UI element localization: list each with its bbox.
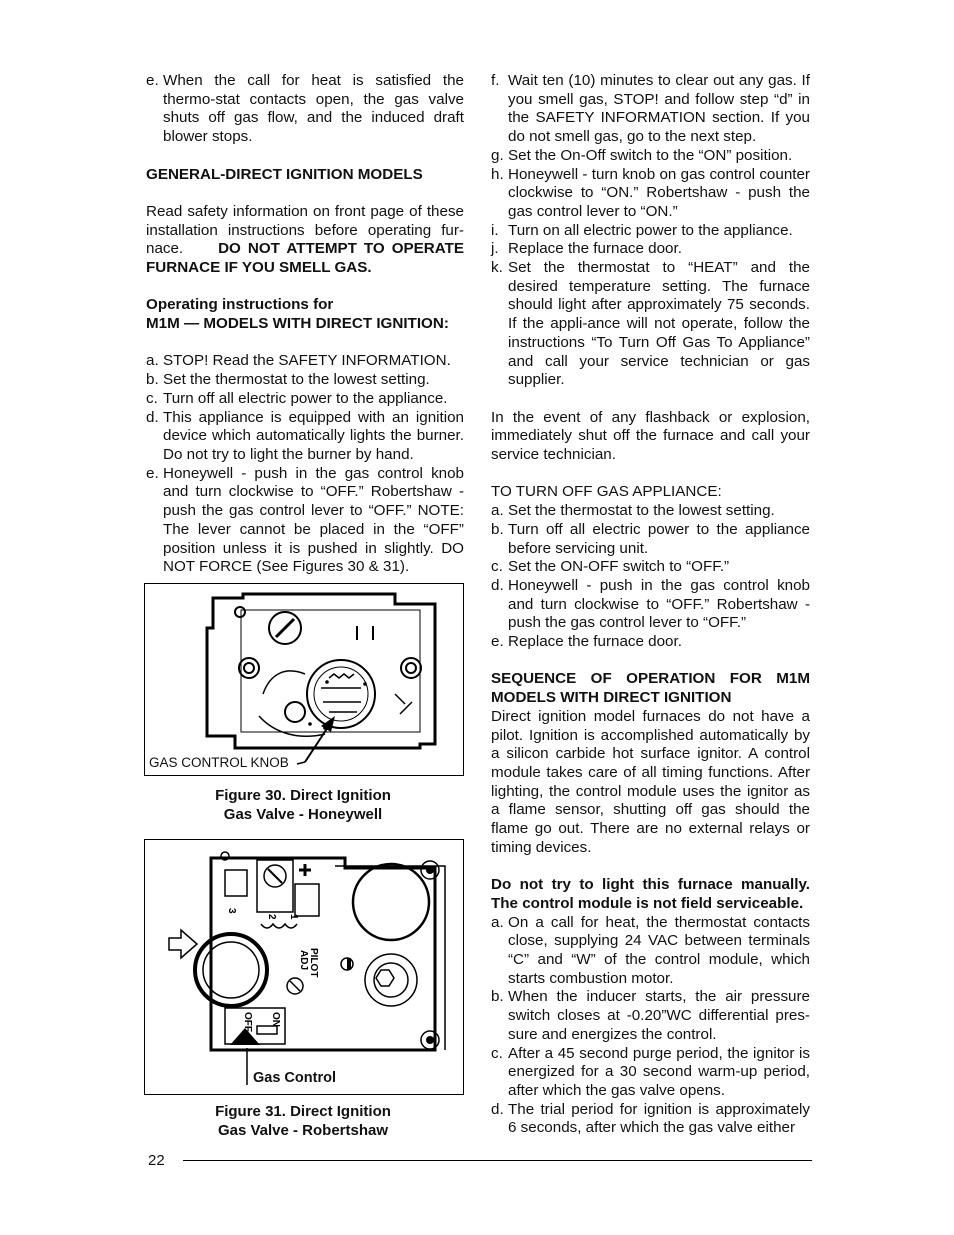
list-text: Turn off all electric power to the appliance. <box>163 389 448 407</box>
list-letter: b. <box>491 520 504 538</box>
list-item <box>491 166 810 222</box>
list-text: This appliance is equipped with an ignition device which automatically lights the burner. Do not try to light the burner by hand. <box>163 408 464 463</box>
caption-line: Figure 30. Direct Ignition <box>215 787 391 804</box>
list-item <box>491 259 810 390</box>
right-column <box>491 72 810 1138</box>
list-item <box>491 240 810 259</box>
list-text: Honeywell - push in the gas control knob and turn clockwise to “OFF.” Robertshaw - push the gas control lever to “OFF.” <box>508 576 810 632</box>
list-letter: h. <box>491 165 504 183</box>
list-item <box>491 521 810 558</box>
figure-30-box <box>144 583 464 776</box>
list-letter: c. <box>491 558 503 576</box>
list-item <box>146 72 464 147</box>
gas-control-label: Gas Control <box>253 1070 336 1086</box>
list-text: Set the ON-OFF switch to “OFF.” <box>508 558 730 576</box>
list-text: When the call for heat is satisfied the thermo-stat contacts open, the gas valve shuts off gas flow, and the induced draft blower stops. <box>163 72 464 146</box>
manual-light-warning: Do not try to light this furnace manually. The control module is not field serviceable. <box>491 876 810 912</box>
robertshaw-valve-drawing <box>145 840 463 1094</box>
list-letter: d. <box>146 408 159 426</box>
list-item <box>491 558 810 577</box>
list-letter: c. <box>146 389 158 407</box>
left-column <box>146 72 464 577</box>
list-letter: e. <box>146 464 159 482</box>
flashback-paragraph: In the event of any flashback or explosion, immediately shut off the furnace and call your service technician. <box>491 408 810 464</box>
footer-rule <box>183 1160 812 1161</box>
list-item <box>491 577 810 633</box>
list-item <box>491 147 810 166</box>
list-item <box>146 352 464 371</box>
sequence-paragraph: Direct ignition model furnaces do not have a pilot. Ignition is accomplished automatically by a silicon carbide hot surface ignitor. A control module takes care of all timing functions. After lighting, the control module uses the ignitor as a flame sensor, shutting off gas should the flame go out. There are no external relays or timing devices. <box>491 707 810 856</box>
list-letter: c. <box>491 1044 503 1062</box>
list-text: When the inducer starts, the air pressure switch closes at -0.20”WC differential pres-sure and energizes the control. <box>508 988 810 1043</box>
caption-line: Gas Valve - Robertshaw <box>217 1122 389 1139</box>
list-letter: j. <box>491 240 499 258</box>
list-text: Replace the furnace door. <box>508 633 682 651</box>
list-text: Turn on all electric power to the appliance. <box>508 221 793 239</box>
list-letter: i. <box>491 221 499 239</box>
honeywell-valve-drawing <box>145 584 463 775</box>
list-letter: a. <box>491 913 504 931</box>
list-item <box>491 1045 810 1101</box>
caption-line: Gas Valve - Honeywell <box>223 806 383 823</box>
list-text: Turn off all electric power to the appliance before servicing unit. <box>508 520 810 557</box>
list-item <box>491 914 810 989</box>
list-letter: b. <box>146 371 159 389</box>
list-item <box>146 390 464 409</box>
operating-heading-line2: M1M — MODELS WITH DIRECT IGNITION: <box>146 315 449 333</box>
list-letter: e. <box>146 72 159 89</box>
list-letter: f. <box>491 72 500 89</box>
list-text: On a call for heat, the thermostat contacts close, supplying 24 VAC between terminals “C” and “W” of the control module, which starts combustion motor. <box>508 913 810 987</box>
page-number: 22 <box>148 1152 165 1169</box>
list-letter: a. <box>146 352 159 370</box>
sequence-heading: SEQUENCE OF OPERATION FOR M1M MODELS WITH DIRECT IGNITION <box>491 670 810 707</box>
list-letter: b. <box>491 988 504 1006</box>
terminal-3-mark: 3 <box>226 908 237 914</box>
list-item <box>491 1101 810 1138</box>
list-item <box>491 222 810 241</box>
list-item <box>146 371 464 390</box>
list-text: Set the thermostat to “HEAT” and the desired temperature setting. The furnace should light after approximately 75 seconds. If the appli-ance will not operate, follow the instructions “To Turn Off Gas To Appliance” and call your service technician or gas supplier. <box>508 259 810 389</box>
list-text: Set the On-Off switch to the “ON” position. <box>508 146 793 164</box>
list-item <box>146 409 464 465</box>
list-letter: d. <box>491 576 504 594</box>
off-mark: OFF <box>242 1012 253 1032</box>
turnoff-heading: TO TURN OFF GAS APPLIANCE: <box>491 483 722 501</box>
list-item <box>491 72 810 147</box>
caption-line: Figure 31. Direct Ignition <box>215 1103 391 1120</box>
list-text: Honeywell - push in the gas control knob and turn clockwise to “OFF.” Robertshaw - push the gas control lever to “OFF.” NOTE: The lever cannot be placed in the “OFF” position unless it is pushed in slightly. DO NOT FORCE (See Figures 30 & 31). <box>163 464 464 576</box>
gas-control-knob-label: GAS CONTROL KNOB <box>149 755 289 770</box>
figure-31-caption <box>144 1102 462 1140</box>
on-mark: ON <box>270 1012 281 1027</box>
list-item <box>491 633 810 652</box>
list-letter: a. <box>491 502 504 520</box>
section-heading: GENERAL-DIRECT IGNITION MODELS <box>146 165 423 183</box>
list-text: After a 45 second purge period, the ignitor is energized for a 30 second warm-up period, after which the gas valve opens. <box>508 1044 810 1099</box>
list-text: The trial period for ignition is approximately 6 seconds, after which the gas valve either <box>508 1100 810 1137</box>
intro-text: Read safety information on front page of these installation instructions before operating fur-nace. <box>146 202 464 258</box>
list-letter: d. <box>491 1100 504 1118</box>
list-letter: k. <box>491 259 503 277</box>
operating-heading-line1: Operating instructions for <box>146 296 334 314</box>
list-text: Set the thermostat to the lowest setting. <box>163 371 430 389</box>
list-text: STOP! Read the SAFETY INFORMATION. <box>163 352 451 370</box>
list-letter: e. <box>491 633 504 651</box>
list-text: Replace the furnace door. <box>508 240 682 258</box>
adj-mark: ADJ <box>298 950 309 971</box>
list-letter: g. <box>491 146 504 164</box>
terminal-2-mark: 2 <box>266 914 277 920</box>
figure-30-caption <box>144 786 462 824</box>
list-item <box>146 465 464 577</box>
list-text: Wait ten (10) minutes to clear out any gas. If you smell gas, STOP! and follow step “d” in the SAFETY INFORMATION section. If you do not smell gas, go to the next step. <box>508 72 810 146</box>
list-text: Set the thermostat to the lowest setting. <box>508 502 775 520</box>
pilot-mark: PILOT <box>308 948 319 978</box>
intro-paragraph <box>146 203 464 278</box>
list-item <box>491 988 810 1044</box>
figure-31-box <box>144 839 464 1095</box>
list-text: Honeywell - turn knob on gas control counter clockwise to “ON.” Robertshaw - push the gas control lever to “ON.” <box>508 165 810 220</box>
terminal-1-mark: 1 <box>288 914 299 920</box>
intro-warning: DO NOT ATTEMPT TO OPERATE FURNACE IF YOU SMELL GAS. <box>146 240 464 276</box>
list-item <box>491 502 810 521</box>
